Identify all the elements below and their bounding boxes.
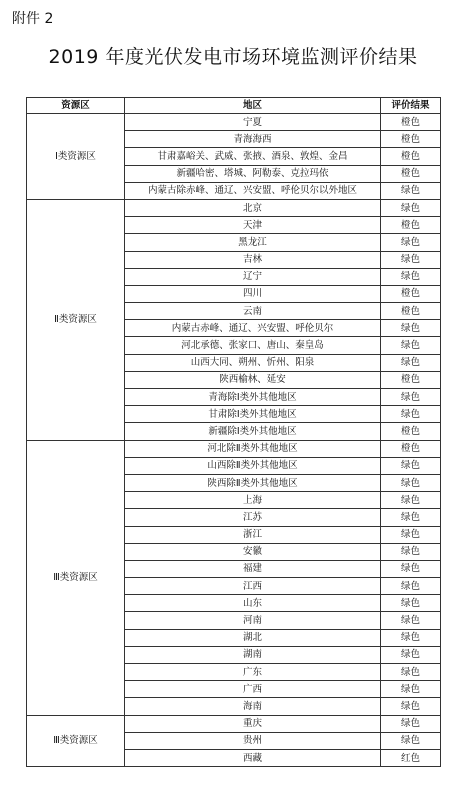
attachment-label: 附件 2 (12, 11, 54, 27)
result-cell: 绿色 (381, 543, 441, 560)
result-cell: 橙色 (381, 371, 441, 388)
result-cell: 绿色 (381, 251, 441, 268)
table-row (27, 440, 441, 457)
result-cell: 绿色 (381, 268, 441, 285)
region-cell: 河北除Ⅱ类外其他地区 (125, 440, 381, 457)
result-cell: 绿色 (381, 509, 441, 526)
region-cell: 吉林 (125, 251, 381, 268)
region-cell: 山西大同、朔州、忻州、阳泉 (125, 354, 381, 371)
zone-cell: Ⅱ类资源区 (27, 199, 125, 440)
region-cell: 湖南 (125, 646, 381, 663)
region-cell: 云南 (125, 303, 381, 320)
region-cell: 内蒙古除赤峰、通辽、兴安盟、呼伦贝尔以外地区 (125, 182, 381, 199)
results-table (26, 97, 441, 767)
region-cell: 山东 (125, 595, 381, 612)
region-cell: 安徽 (125, 543, 381, 560)
region-cell: 黑龙江 (125, 234, 381, 251)
region-cell: 新疆除Ⅰ类外其他地区 (125, 423, 381, 440)
result-cell: 绿色 (381, 681, 441, 698)
region-cell: 江苏 (125, 509, 381, 526)
result-cell: 橙色 (381, 148, 441, 165)
region-cell: 湖北 (125, 629, 381, 646)
result-cell: 绿色 (381, 389, 441, 406)
result-cell: 绿色 (381, 492, 441, 509)
result-cell: 绿色 (381, 526, 441, 543)
region-cell: 西藏 (125, 749, 381, 766)
result-cell: 绿色 (381, 732, 441, 749)
result-cell: 绿色 (381, 629, 441, 646)
page-title: 2019 年度光伏发电市场环境监测评价结果 (48, 46, 418, 68)
table-row (27, 114, 441, 131)
region-cell: 海南 (125, 698, 381, 715)
result-cell: 橙色 (381, 217, 441, 234)
column-header-result: 评价结果 (381, 98, 441, 114)
result-cell: 绿色 (381, 337, 441, 354)
region-cell: 河北承德、张家口、唐山、秦皇岛 (125, 337, 381, 354)
result-cell: 橙色 (381, 423, 441, 440)
result-cell: 绿色 (381, 698, 441, 715)
region-cell: 上海 (125, 492, 381, 509)
result-cell: 红色 (381, 749, 441, 766)
region-cell: 新疆哈密、塔城、阿勒泰、克拉玛依 (125, 165, 381, 182)
region-cell: 河南 (125, 612, 381, 629)
result-cell: 绿色 (381, 199, 441, 216)
result-cell: 绿色 (381, 320, 441, 337)
result-cell: 绿色 (381, 406, 441, 423)
region-cell: 陕西除Ⅱ类外其他地区 (125, 474, 381, 491)
region-cell: 天津 (125, 217, 381, 234)
table-row (27, 199, 441, 216)
result-cell: 绿色 (381, 646, 441, 663)
result-cell: 绿色 (381, 664, 441, 681)
region-cell: 辽宁 (125, 268, 381, 285)
region-cell: 贵州 (125, 732, 381, 749)
result-cell: 橙色 (381, 165, 441, 182)
column-header-region: 地区 (125, 98, 381, 114)
result-cell: 橙色 (381, 303, 441, 320)
table-header-row (27, 98, 441, 114)
result-cell: 绿色 (381, 578, 441, 595)
region-cell: 广东 (125, 664, 381, 681)
result-cell: 绿色 (381, 354, 441, 371)
table-body (27, 114, 441, 767)
result-cell: 橙色 (381, 131, 441, 148)
region-cell: 广西 (125, 681, 381, 698)
region-cell: 山西除Ⅱ类外其他地区 (125, 457, 381, 474)
region-cell: 江西 (125, 578, 381, 595)
result-cell: 橙色 (381, 285, 441, 302)
zone-cell: Ⅰ类资源区 (27, 114, 125, 200)
region-cell: 福建 (125, 560, 381, 577)
region-cell: 青海除Ⅰ类外其他地区 (125, 389, 381, 406)
zone-cell: Ⅲ类资源区 (27, 715, 125, 767)
zone-cell: Ⅲ类资源区 (27, 440, 125, 715)
region-cell: 北京 (125, 199, 381, 216)
region-cell: 四川 (125, 285, 381, 302)
region-cell: 重庆 (125, 715, 381, 732)
result-cell: 绿色 (381, 595, 441, 612)
result-cell: 绿色 (381, 457, 441, 474)
result-cell: 绿色 (381, 560, 441, 577)
column-header-zone: 资源区 (27, 98, 125, 114)
region-cell: 浙江 (125, 526, 381, 543)
result-cell: 绿色 (381, 234, 441, 251)
region-cell: 甘肃除Ⅰ类外其他地区 (125, 406, 381, 423)
region-cell: 陕西榆林、延安 (125, 371, 381, 388)
region-cell: 青海海西 (125, 131, 381, 148)
result-cell: 绿色 (381, 182, 441, 199)
result-cell: 橙色 (381, 440, 441, 457)
result-cell: 绿色 (381, 474, 441, 491)
region-cell: 内蒙古赤峰、通辽、兴安盟、呼伦贝尔 (125, 320, 381, 337)
region-cell: 宁夏 (125, 114, 381, 131)
table-row (27, 715, 441, 732)
result-cell: 绿色 (381, 612, 441, 629)
region-cell: 甘肃嘉峪关、武威、张掖、酒泉、敦煌、金昌 (125, 148, 381, 165)
result-cell: 橙色 (381, 114, 441, 131)
result-cell: 绿色 (381, 715, 441, 732)
